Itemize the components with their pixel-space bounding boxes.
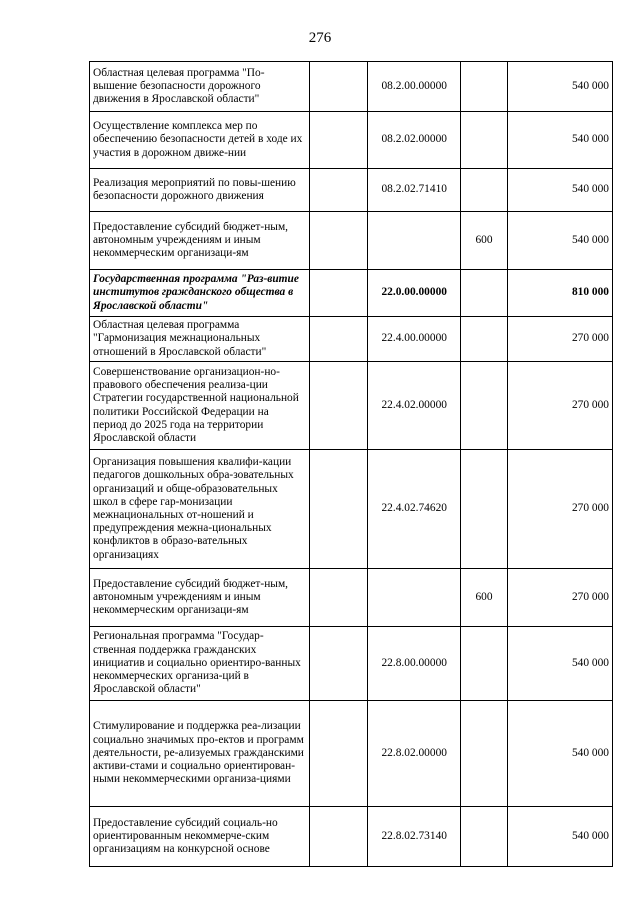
row-name-cell: Организация повышения квалифи-кации педагогов дошкольных обра-зовательных организаций и обще-образовательных школ в сфере гар-монизации межнациональных от-ношений и предупреждения межна-циональных конфликтов в образо-вательных организациях: [90, 450, 310, 569]
table-row: [90, 569, 613, 627]
row-name-cell: Совершенствование организацион-но-правового обеспечения реализа-ции Стратегии государственной национальной политики Российской Федерации на период до 2025 года на территории Ярославской области: [90, 362, 310, 450]
table-row: [90, 627, 613, 701]
row-code-cell: [368, 212, 461, 270]
row-code-cell: 22.4.02.74620: [368, 450, 461, 569]
row-name-cell: Областная целевая программа "По-вышение безопасности дорожного движения в Ярославской области": [90, 62, 310, 112]
row-type-cell: [461, 270, 508, 317]
row-name-cell: Предоставление субсидий бюджет-ным, автономным учреждениям и иным некоммерческим организаци-ям: [90, 569, 310, 627]
row-name-cell: Реализация мероприятий по повы-шению безопасности дорожного движения: [90, 169, 310, 212]
row-name-cell: Стимулирование и поддержка реа-лизации социально значимых про-ектов и программ деятельности, ре-ализуемых гражданскими активи-стами и социально ориентирован-ными некоммерческими организа-циями: [90, 701, 310, 807]
row-sum-cell: 540 000: [507, 112, 612, 169]
row-type-cell: [461, 450, 508, 569]
row-sum-cell: 270 000: [507, 317, 612, 362]
row-code-cell: 08.2.02.71410: [368, 169, 461, 212]
budget-table: [89, 61, 613, 867]
row-name-cell: Осуществление комплекса мер по обеспечению безопасности детей в ходе их участия в дорожном движе-нии: [90, 112, 310, 169]
row-code-cell: [368, 569, 461, 627]
row-code-cell: 22.8.00.00000: [368, 627, 461, 701]
row-code-cell: 22.0.00.00000: [368, 270, 461, 317]
row-code-cell: 22.8.02.73140: [368, 807, 461, 867]
row-empty-cell: [309, 807, 368, 867]
row-type-cell: [461, 112, 508, 169]
row-empty-cell: [309, 270, 368, 317]
row-type-cell: 600: [461, 569, 508, 627]
table-row: [90, 317, 613, 362]
row-empty-cell: [309, 701, 368, 807]
row-empty-cell: [309, 450, 368, 569]
row-sum-cell: 810 000: [507, 270, 612, 317]
table-row: [90, 62, 613, 112]
table-row: [90, 112, 613, 169]
row-type-cell: [461, 169, 508, 212]
row-name-cell: Предоставление субсидий социаль-но ориентированным некоммерче-ским организациям на конкурсной основе: [90, 807, 310, 867]
row-empty-cell: [309, 112, 368, 169]
table-row: [90, 270, 613, 317]
table-row: [90, 169, 613, 212]
row-sum-cell: 540 000: [507, 212, 612, 270]
row-sum-cell: 270 000: [507, 450, 612, 569]
row-sum-cell: 540 000: [507, 807, 612, 867]
row-code-cell: 08.2.00.00000: [368, 62, 461, 112]
row-sum-cell: 540 000: [507, 627, 612, 701]
row-type-cell: [461, 62, 508, 112]
row-sum-cell: 540 000: [507, 701, 612, 807]
row-name-cell: Предоставление субсидий бюджет-ным, автономным учреждениям и иным некоммерческим организаци-ям: [90, 212, 310, 270]
row-empty-cell: [309, 317, 368, 362]
row-empty-cell: [309, 627, 368, 701]
page-number: 276: [308, 30, 332, 46]
row-type-cell: [461, 317, 508, 362]
row-sum-cell: 270 000: [507, 362, 612, 450]
row-type-cell: [461, 807, 508, 867]
row-sum-cell: 270 000: [507, 569, 612, 627]
row-empty-cell: [309, 169, 368, 212]
table-row: [90, 212, 613, 270]
row-name-cell: Областная целевая программа "Гармонизация межнациональных отношений в Ярославской области": [90, 317, 310, 362]
row-empty-cell: [309, 362, 368, 450]
row-code-cell: 22.4.02.00000: [368, 362, 461, 450]
table-row: [90, 701, 613, 807]
row-empty-cell: [309, 62, 368, 112]
row-code-cell: 08.2.02.00000: [368, 112, 461, 169]
row-sum-cell: 540 000: [507, 169, 612, 212]
table-row: [90, 450, 613, 569]
row-name-cell: Региональная программа "Государ-ственная поддержка гражданских инициатив и социально ориентиро-ванных некоммерческих организа-ций в Ярославской области": [90, 627, 310, 701]
table-row: [90, 807, 613, 867]
row-type-cell: [461, 701, 508, 807]
row-type-cell: [461, 627, 508, 701]
row-type-cell: 600: [461, 212, 508, 270]
row-code-cell: 22.4.00.00000: [368, 317, 461, 362]
row-name-cell: Государственная программа "Раз-витие институтов гражданского общества в Ярославской области": [90, 270, 310, 317]
row-empty-cell: [309, 212, 368, 270]
row-empty-cell: [309, 569, 368, 627]
table-row: [90, 362, 613, 450]
row-code-cell: 22.8.02.00000: [368, 701, 461, 807]
row-type-cell: [461, 362, 508, 450]
row-sum-cell: 540 000: [507, 62, 612, 112]
budget-table-body: [90, 62, 613, 867]
